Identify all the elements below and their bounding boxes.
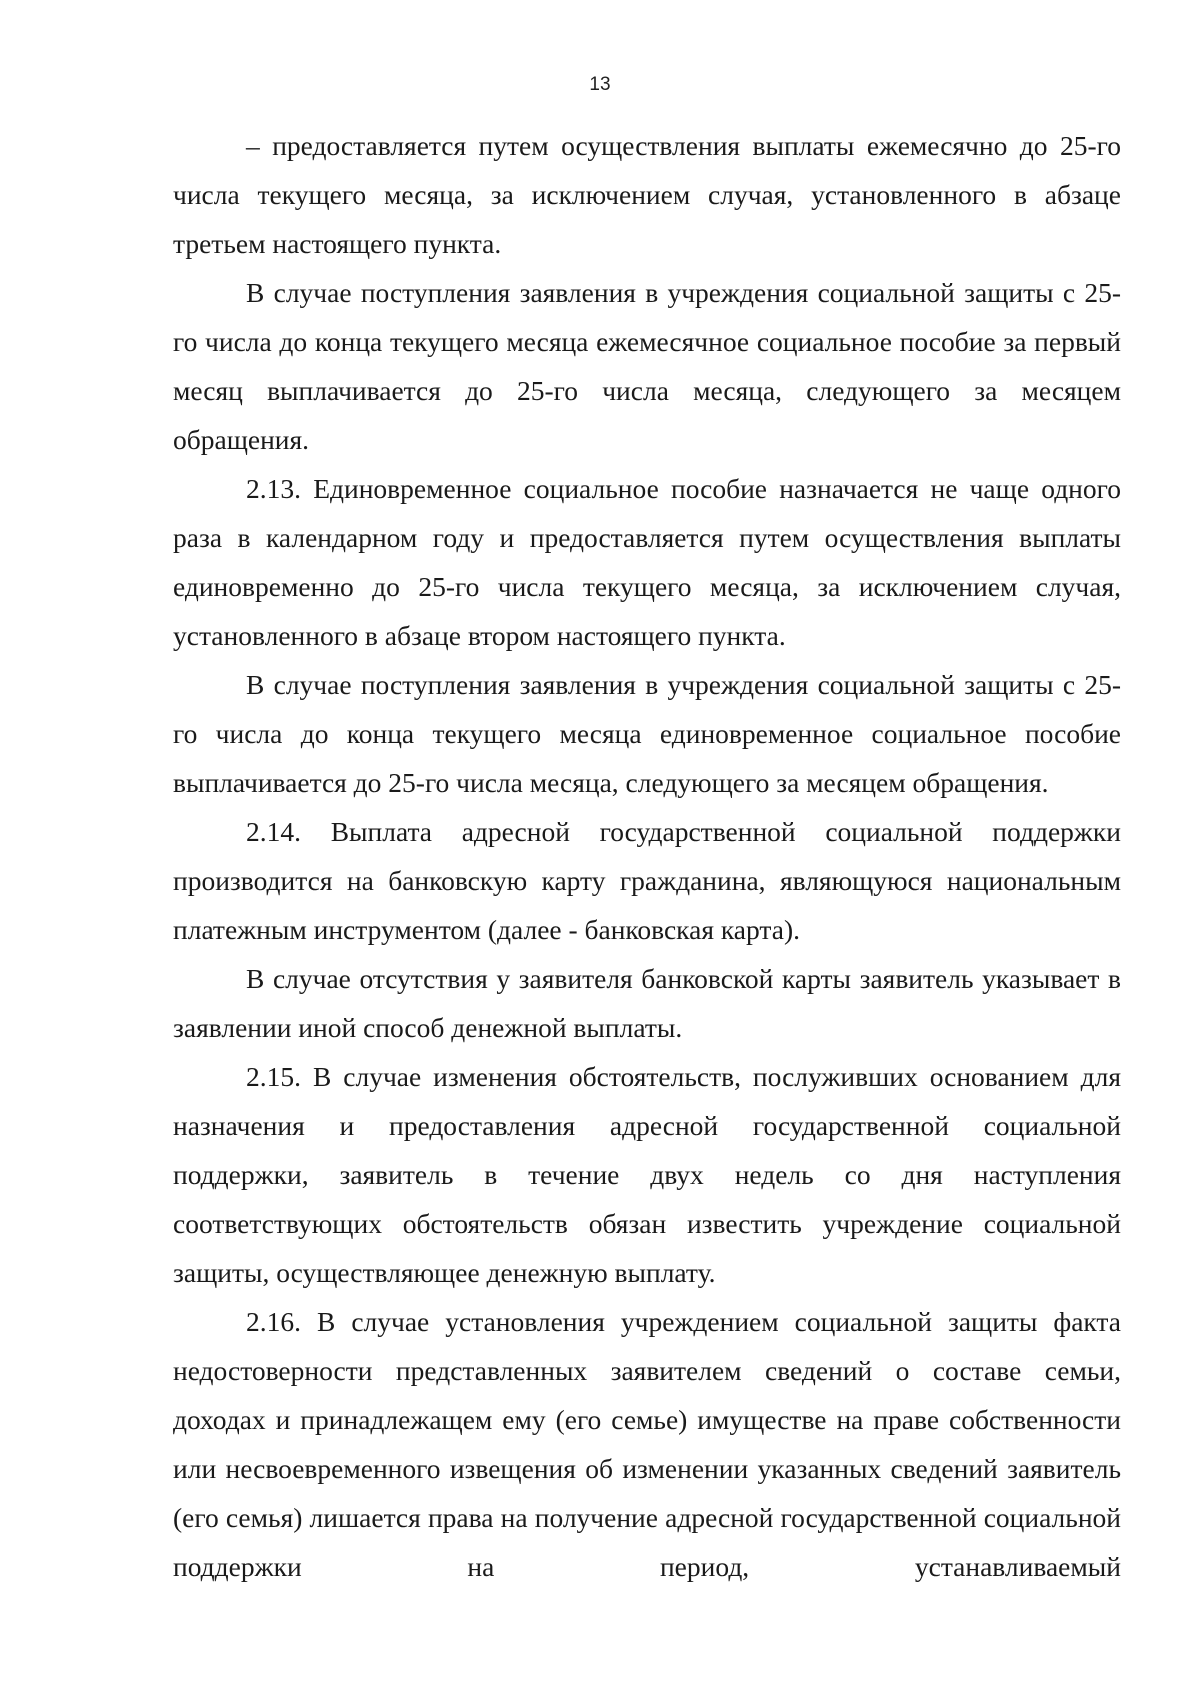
paragraph: 2.14. Выплата адресной государственной социальной поддержки производится на банковскую карту гражданина, являющуюся национальным платежным инструментом (далее - банковская карта). — [173, 816, 1121, 945]
page-number: 13 — [589, 74, 611, 95]
paragraph: 2.15. В случае изменения обстоятельств, послуживших основанием для назначения и предоставления адресной государственной социальной поддержки, заявитель в течение двух недель со дня наступления соответствующих обстоятельств обязан известить учреждение социальной защиты, осуществляющее денежную выплату. — [173, 1061, 1121, 1288]
paragraph: В случае поступления заявления в учреждения социальной защиты с 25-го числа до конца текущего месяца ежемесячное социальное пособие за первый месяц выплачивается до 25-го числа месяца, следующего за месяцем обращения. — [173, 277, 1121, 455]
paragraph: В случае отсутствия у заявителя банковской карты заявитель указывает в заявлении иной способ денежной выплаты. — [173, 963, 1121, 1043]
document-body — [173, 121, 1121, 1591]
paragraph: – предоставляется путем осуществления выплаты ежемесячно до 25-го числа текущего месяца, за исключением случая, установленного в абзаце третьем настоящего пункта. — [173, 130, 1121, 259]
paragraph-continued: 2.16. В случае установления учреждением социальной защиты факта недостоверности представленных заявителем сведений о составе семьи, доходах и принадлежащем ему (его семье) имуществе на праве собственности или несвоевременного извещения об изменении указанных сведений заявитель (его семья) лишается права на получение адресной государственной социальной поддержки на период, устанавливаемый — [173, 1306, 1121, 1582]
paragraph: 2.13. Единовременное социальное пособие назначается не чаще одного раза в календарном году и предоставляется путем осуществления выплаты единовременно до 25-го числа текущего месяца, за исключением случая, установленного в абзаце втором настоящего пункта. — [173, 473, 1121, 651]
paragraph: В случае поступления заявления в учреждения социальной защиты с 25-го числа до конца текущего месяца единовременное социальное пособие выплачивается до 25-го числа месяца, следующего за месяцем обращения. — [173, 669, 1121, 798]
